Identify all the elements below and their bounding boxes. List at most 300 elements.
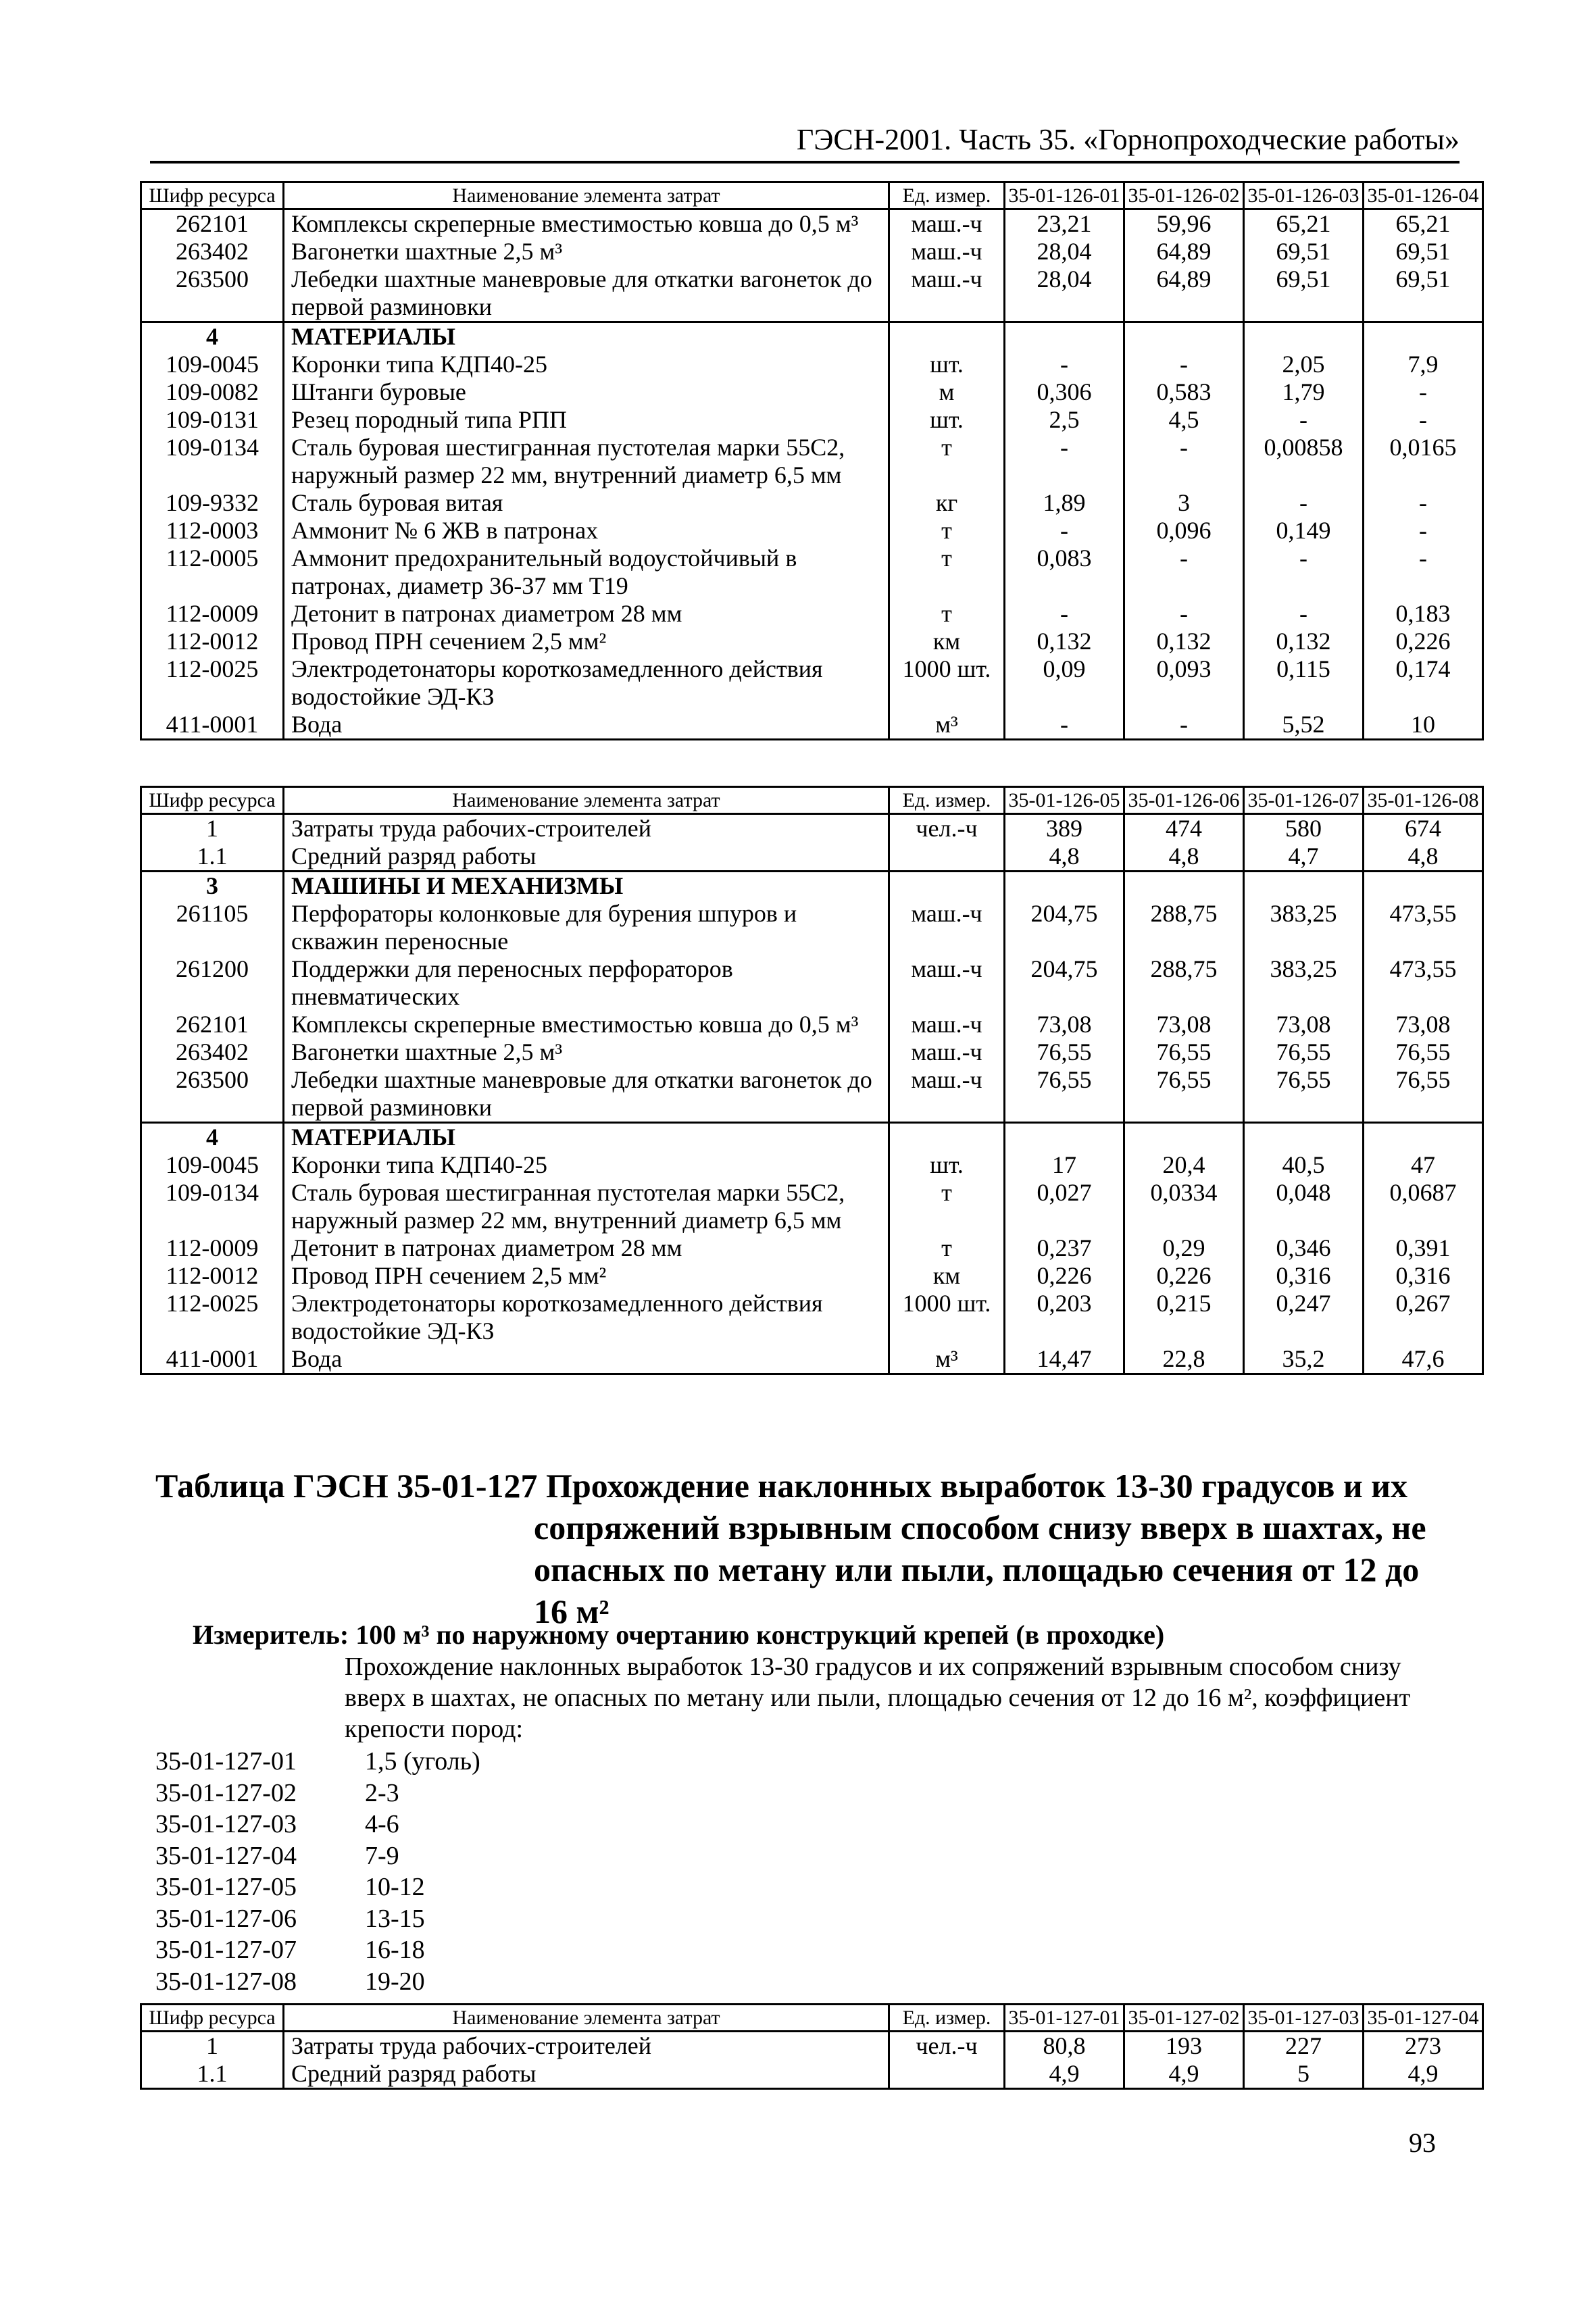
cell-value: 4,8 (1364, 842, 1483, 872)
cell-unit: маш.-ч (889, 900, 1005, 955)
cell-name: Поддержки для переносных перфораторов пневматических (284, 955, 889, 1011)
variant-item (155, 1871, 480, 1903)
cell-value: 73,08 (1244, 1011, 1364, 1038)
cell-value: 273 (1364, 2032, 1483, 2061)
cell-name: Сталь буровая шестигранная пустотелая марки 55С2, наружный размер 22 мм, внутренний диаметр 6,5 мм (284, 434, 889, 489)
header-col-2: 35-01-126-06 (1124, 787, 1244, 814)
cell-code: 1.1 (141, 842, 284, 872)
cell-value: 0,096 (1124, 517, 1244, 545)
cell-value: - (1364, 517, 1483, 545)
cell-value: - (1005, 600, 1124, 628)
cell-value: 76,55 (1005, 1066, 1124, 1123)
cell-code: 109-0134 (141, 1179, 284, 1234)
resource-table-127-01-04 (140, 2003, 1484, 2090)
cell-value: 4,9 (1364, 2060, 1483, 2089)
cell-unit: т (889, 517, 1005, 545)
cell-name: Лебедки шахтные маневровые для откатки вагонеток до первой разминовки (284, 266, 889, 322)
cell-value: 0,174 (1364, 655, 1483, 711)
cell-value: 0,093 (1124, 655, 1244, 711)
cell-value: 288,75 (1124, 955, 1244, 1011)
cell-name: Аммонит предохранительный водоустойчивый в патронах, диаметр 36-37 мм Т19 (284, 545, 889, 600)
variant-list (155, 1746, 480, 1997)
cell-unit: т (889, 434, 1005, 489)
cell-value: 204,75 (1005, 955, 1124, 1011)
cell-value: 76,55 (1244, 1066, 1364, 1123)
table-row (141, 2032, 1483, 2061)
cell-value: 383,25 (1244, 900, 1364, 955)
cell-code: 411-0001 (141, 1345, 284, 1374)
cell-value: 65,21 (1244, 209, 1364, 238)
table-row (141, 1011, 1483, 1038)
cell-value: 40,5 (1244, 1151, 1364, 1179)
table-title-127 (155, 1465, 1439, 1632)
variant-code: 35-01-127-07 (155, 1936, 297, 1964)
cell-name: Средний разряд работы (284, 2060, 889, 2089)
cell-unit (889, 2060, 1005, 2089)
resource-table-126-01-04 (140, 181, 1484, 740)
cell-value: 5,52 (1244, 711, 1364, 740)
cell-unit: 1000 шт. (889, 1290, 1005, 1345)
cell-code: 263402 (141, 238, 284, 266)
table-row (141, 872, 1483, 901)
header-code: Шифр ресурса (141, 2005, 284, 2032)
cell-value: 4,8 (1124, 842, 1244, 872)
cell-unit: маш.-ч (889, 955, 1005, 1011)
cell-value: 0,149 (1244, 517, 1364, 545)
header-col-2: 35-01-126-02 (1124, 182, 1244, 209)
header-unit: Ед. измер. (889, 787, 1005, 814)
cell-unit: маш.-ч (889, 238, 1005, 266)
cell-value: 69,51 (1364, 266, 1483, 322)
cell-value: 80,8 (1005, 2032, 1124, 2061)
header-name: Наименование элемента затрат (284, 787, 889, 814)
cell-unit: м³ (889, 711, 1005, 740)
cell-value: 76,55 (1124, 1066, 1244, 1123)
cell-value: 1,89 (1005, 489, 1124, 517)
variant-item (155, 1934, 480, 1966)
cell-value: 0,027 (1005, 1179, 1124, 1234)
cell-unit: т (889, 600, 1005, 628)
variant-item (155, 1778, 480, 1809)
cell-unit: км (889, 1262, 1005, 1290)
cell-value: 0,226 (1124, 1262, 1244, 1290)
header-name: Наименование элемента затрат (284, 182, 889, 209)
table-row (141, 1151, 1483, 1179)
cell-value: 204,75 (1005, 900, 1124, 955)
table-row (141, 266, 1483, 322)
cell-value: 76,55 (1364, 1066, 1483, 1123)
table-row (141, 351, 1483, 378)
cell-value: 7,9 (1364, 351, 1483, 378)
cell-value: 1,79 (1244, 378, 1364, 406)
cell-value: 4,9 (1005, 2060, 1124, 2089)
cell-value: 20,4 (1124, 1151, 1244, 1179)
header-unit: Ед. измер. (889, 182, 1005, 209)
cell-value: 59,96 (1124, 209, 1244, 238)
table-row (141, 600, 1483, 628)
cell-value: 0,0687 (1364, 1179, 1483, 1234)
cell-value: 35,2 (1244, 1345, 1364, 1374)
variant-code: 35-01-127-06 (155, 1904, 297, 1933)
cell-value: 73,08 (1124, 1011, 1244, 1038)
table-row (141, 238, 1483, 266)
cell-value: 0,048 (1244, 1179, 1364, 1234)
cell-value: 389 (1005, 814, 1124, 843)
cell-value: - (1244, 489, 1364, 517)
cell-value: 0,115 (1244, 655, 1364, 711)
table-row (141, 711, 1483, 740)
variant-item (155, 1746, 480, 1778)
cell-code: 109-0045 (141, 1151, 284, 1179)
table-row (141, 1262, 1483, 1290)
cell-value: 474 (1124, 814, 1244, 843)
cell-name: Перфораторы колонковые для бурения шпуров и скважин переносные (284, 900, 889, 955)
cell-value (1124, 322, 1244, 351)
table-row (141, 209, 1483, 238)
cell-code: 1.1 (141, 2060, 284, 2089)
cell-name: Средний разряд работы (284, 842, 889, 872)
cell-value (1005, 872, 1124, 901)
cell-value: 0,0165 (1364, 434, 1483, 489)
cell-unit: т (889, 545, 1005, 600)
cell-unit: маш.-ч (889, 1011, 1005, 1038)
cell-value: 0,00858 (1244, 434, 1364, 489)
cell-value: 0,083 (1005, 545, 1124, 600)
cell-code: 112-0005 (141, 545, 284, 600)
table-header-row (141, 2005, 1483, 2032)
table-title-continuation: сопряжений взрывным способом снизу вверх в шахтах, не опасных по метану или пыли, площадью сечения от 12 до 16 м² (534, 1509, 1426, 1630)
cell-name: Комплексы скреперные вместимостью ковша до 0,5 м³ (284, 1011, 889, 1038)
cell-value (1244, 322, 1364, 351)
table-header-row (141, 182, 1483, 209)
cell-unit: шт. (889, 351, 1005, 378)
cell-value: 69,51 (1244, 238, 1364, 266)
table-row (141, 1066, 1483, 1123)
cell-code: 261105 (141, 900, 284, 955)
cell-unit: км (889, 628, 1005, 655)
variant-code: 35-01-127-02 (155, 1778, 297, 1807)
header-col-4: 35-01-126-04 (1364, 182, 1483, 209)
cell-value: - (1364, 406, 1483, 434)
cell-code: 4 (141, 322, 284, 351)
cell-unit: шт. (889, 1151, 1005, 1179)
cell-value: 4,7 (1244, 842, 1364, 872)
cell-value (1124, 1123, 1244, 1152)
cell-code: 1 (141, 814, 284, 843)
cell-name: Вагонетки шахтные 2,5 м³ (284, 1038, 889, 1066)
variant-code: 35-01-127-01 (155, 1747, 297, 1776)
cell-value: - (1005, 711, 1124, 740)
cell-name: МАШИНЫ И МЕХАНИЗМЫ (284, 872, 889, 901)
variant-value: 1,5 (уголь) (365, 1747, 480, 1776)
table-row (141, 842, 1483, 872)
cell-unit: т (889, 1179, 1005, 1234)
header-col-1: 35-01-127-01 (1005, 2005, 1124, 2032)
cell-code: 1 (141, 2032, 284, 2061)
table-title-lead: Таблица ГЭСН 35-01-127 Прохождение наклонных выработок 13-30 градусов и их (155, 1467, 1407, 1505)
table-row (141, 545, 1483, 600)
header-col-4: 35-01-126-08 (1364, 787, 1483, 814)
table-row (141, 1345, 1483, 1374)
cell-name: Лебедки шахтные маневровые для откатки вагонеток до первой разминовки (284, 1066, 889, 1123)
variant-item (155, 1809, 480, 1840)
table-row (141, 1038, 1483, 1066)
table-row (141, 1290, 1483, 1345)
cell-value: 73,08 (1005, 1011, 1124, 1038)
header-col-3: 35-01-126-03 (1244, 182, 1364, 209)
cell-code: 112-0009 (141, 1234, 284, 1262)
cell-value: 0,346 (1244, 1234, 1364, 1262)
cell-unit: чел.-ч (889, 814, 1005, 843)
cell-unit: кг (889, 489, 1005, 517)
cell-value: 5 (1244, 2060, 1364, 2089)
cell-value: 64,89 (1124, 266, 1244, 322)
table-row (141, 1179, 1483, 1234)
cell-code: 112-0012 (141, 628, 284, 655)
cell-value: 10 (1364, 711, 1483, 740)
cell-value: 4,8 (1005, 842, 1124, 872)
cell-name: Затраты труда рабочих-строителей (284, 2032, 889, 2061)
cell-code: 112-0025 (141, 1290, 284, 1345)
cell-value: 76,55 (1244, 1038, 1364, 1066)
cell-value: - (1244, 600, 1364, 628)
cell-code: 109-0131 (141, 406, 284, 434)
variant-value: 4-6 (365, 1810, 399, 1838)
cell-value (1364, 872, 1483, 901)
cell-code: 3 (141, 872, 284, 901)
header-code: Шифр ресурса (141, 182, 284, 209)
table-row (141, 406, 1483, 434)
cell-code: 109-9332 (141, 489, 284, 517)
variant-value: 2-3 (365, 1778, 399, 1807)
table-row (141, 434, 1483, 489)
cell-value: 0,226 (1005, 1262, 1124, 1290)
cell-code: 109-0134 (141, 434, 284, 489)
cell-name: Коронки типа КДП40-25 (284, 351, 889, 378)
variant-item (155, 1903, 480, 1935)
table-row (141, 2060, 1483, 2089)
cell-value: 73,08 (1364, 1011, 1483, 1038)
cell-name: Штанги буровые (284, 378, 889, 406)
cell-value: 76,55 (1364, 1038, 1483, 1066)
cell-value: - (1005, 351, 1124, 378)
cell-name: Вода (284, 711, 889, 740)
cell-value: 28,04 (1005, 266, 1124, 322)
cell-name: МАТЕРИАЛЫ (284, 322, 889, 351)
variant-value: 16-18 (365, 1936, 425, 1964)
cell-value (1005, 1123, 1124, 1152)
cell-value: 0,215 (1124, 1290, 1244, 1345)
cell-name: МАТЕРИАЛЫ (284, 1123, 889, 1152)
cell-code: 262101 (141, 209, 284, 238)
variant-value: 19-20 (365, 1967, 425, 1996)
table-row (141, 900, 1483, 955)
cell-unit: 1000 шт. (889, 655, 1005, 711)
cell-code: 263402 (141, 1038, 284, 1066)
header-col-3: 35-01-126-07 (1244, 787, 1364, 814)
cell-unit (889, 872, 1005, 901)
cell-unit: маш.-ч (889, 1066, 1005, 1123)
cell-name: Сталь буровая шестигранная пустотелая марки 55С2, наружный размер 22 мм, внутренний диаметр 6,5 мм (284, 1179, 889, 1234)
cell-value: 0,132 (1005, 628, 1124, 655)
cell-value: 3 (1124, 489, 1244, 517)
variant-value: 10-12 (365, 1873, 425, 1901)
variant-value: 13-15 (365, 1904, 425, 1933)
cell-name: Резец породный типа РПП (284, 406, 889, 434)
cell-value: 76,55 (1124, 1038, 1244, 1066)
cell-value: 76,55 (1005, 1038, 1124, 1066)
table-row (141, 655, 1483, 711)
cell-value: 28,04 (1005, 238, 1124, 266)
cell-value: 0,203 (1005, 1290, 1124, 1345)
cell-value: 2,05 (1244, 351, 1364, 378)
table-row (141, 489, 1483, 517)
cell-name: Электродетонаторы короткозамедленного действия водостойкие ЭД-КЗ (284, 655, 889, 711)
cell-code: 4 (141, 1123, 284, 1152)
variant-code: 35-01-127-05 (155, 1873, 297, 1901)
cell-value: 2,5 (1005, 406, 1124, 434)
table-row (141, 1234, 1483, 1262)
cell-unit: чел.-ч (889, 2032, 1005, 2061)
header-col-1: 35-01-126-05 (1005, 787, 1124, 814)
variant-value: 7-9 (365, 1841, 399, 1870)
cell-unit: м³ (889, 1345, 1005, 1374)
cell-name: Детонит в патронах диаметром 28 мм (284, 1234, 889, 1262)
cell-name: Сталь буровая витая (284, 489, 889, 517)
cell-value: 227 (1244, 2032, 1364, 2061)
cell-unit: маш.-ч (889, 1038, 1005, 1066)
cell-value: 580 (1244, 814, 1364, 843)
header-unit: Ед. измер. (889, 2005, 1005, 2032)
cell-value: 0,306 (1005, 378, 1124, 406)
cell-value: 64,89 (1124, 238, 1244, 266)
cell-value: 0,09 (1005, 655, 1124, 711)
cell-unit: т (889, 1234, 1005, 1262)
cell-value: 473,55 (1364, 955, 1483, 1011)
cell-value: 674 (1364, 814, 1483, 843)
header-col-2: 35-01-127-02 (1124, 2005, 1244, 2032)
cell-value (1244, 1123, 1364, 1152)
variant-code: 35-01-127-03 (155, 1810, 297, 1838)
page-number: 93 (1409, 2128, 1436, 2158)
cell-value: 193 (1124, 2032, 1244, 2061)
cell-unit: маш.-ч (889, 266, 1005, 322)
cell-value: 0,0334 (1124, 1179, 1244, 1234)
cell-value: 0,267 (1364, 1290, 1483, 1345)
cell-value: 69,51 (1244, 266, 1364, 322)
variant-item (155, 1966, 480, 1998)
header-col-3: 35-01-127-03 (1244, 2005, 1364, 2032)
cell-value: - (1364, 545, 1483, 600)
cell-value: 17 (1005, 1151, 1124, 1179)
cell-value: 47,6 (1364, 1345, 1483, 1374)
running-header: ГЭСН-2001. Часть 35. «Горнопроходческие работы» (150, 123, 1460, 164)
cell-name: Затраты труда рабочих-строителей (284, 814, 889, 843)
cell-value: 0,226 (1364, 628, 1483, 655)
cell-value: 0,132 (1244, 628, 1364, 655)
cell-code: 109-0045 (141, 351, 284, 378)
cell-value: - (1124, 434, 1244, 489)
cell-name: Электродетонаторы короткозамедленного действия водостойкие ЭД-КЗ (284, 1290, 889, 1345)
table-row (141, 1123, 1483, 1152)
cell-value: 0,247 (1244, 1290, 1364, 1345)
table-row (141, 517, 1483, 545)
cell-value (1005, 322, 1124, 351)
header-code: Шифр ресурса (141, 787, 284, 814)
cell-value: - (1005, 434, 1124, 489)
header-col-1: 35-01-126-01 (1005, 182, 1124, 209)
cell-value: 22,8 (1124, 1345, 1244, 1374)
resource-table-126-05-08 (140, 786, 1484, 1375)
header-col-4: 35-01-127-04 (1364, 2005, 1483, 2032)
header-name: Наименование элемента затрат (284, 2005, 889, 2032)
measurement-unit: Измеритель: 100 м³ по наружному очертанию конструкций крепей (в проходке) (193, 1619, 1165, 1650)
cell-value: 14,47 (1005, 1345, 1124, 1374)
cell-value: 4,5 (1124, 406, 1244, 434)
table-header-row (141, 787, 1483, 814)
cell-value: 383,25 (1244, 955, 1364, 1011)
cell-code: 112-0009 (141, 600, 284, 628)
cell-value: 69,51 (1364, 238, 1483, 266)
cell-value: 473,55 (1364, 900, 1483, 955)
cell-unit (889, 1123, 1005, 1152)
cell-value: 0,183 (1364, 600, 1483, 628)
cell-value (1364, 322, 1483, 351)
variant-item (155, 1840, 480, 1872)
table-row (141, 322, 1483, 351)
table-row (141, 814, 1483, 843)
cell-value: - (1124, 351, 1244, 378)
cell-value: 4,9 (1124, 2060, 1244, 2089)
cell-value (1364, 1123, 1483, 1152)
cell-unit: шт. (889, 406, 1005, 434)
cell-value: 0,29 (1124, 1234, 1244, 1262)
cell-name: Вагонетки шахтные 2,5 м³ (284, 238, 889, 266)
cell-value: - (1124, 711, 1244, 740)
cell-code: 263500 (141, 1066, 284, 1123)
cell-value: - (1124, 545, 1244, 600)
table-row (141, 378, 1483, 406)
cell-value: - (1364, 378, 1483, 406)
cell-value: - (1244, 545, 1364, 600)
cell-value: 0,316 (1244, 1262, 1364, 1290)
cell-value (1124, 872, 1244, 901)
cell-value: - (1364, 489, 1483, 517)
cell-unit (889, 322, 1005, 351)
cell-unit: маш.-ч (889, 209, 1005, 238)
cell-code: 411-0001 (141, 711, 284, 740)
variant-code: 35-01-127-08 (155, 1967, 297, 1996)
cell-value (1244, 872, 1364, 901)
table-row (141, 628, 1483, 655)
cell-code: 261200 (141, 955, 284, 1011)
cell-value: 0,237 (1005, 1234, 1124, 1262)
cell-value: 0,583 (1124, 378, 1244, 406)
cell-value: 288,75 (1124, 900, 1244, 955)
table-row (141, 955, 1483, 1011)
cell-value: - (1005, 517, 1124, 545)
cell-value: 0,132 (1124, 628, 1244, 655)
cell-unit (889, 842, 1005, 872)
cell-value: 0,391 (1364, 1234, 1483, 1262)
cell-code: 109-0082 (141, 378, 284, 406)
work-description: Прохождение наклонных выработок 13-30 градусов и их сопряжений взрывным способом снизу вверх в шахтах, не опасных по метану или пыли, площадью сечения от 12 до 16 м², коэффициент крепости пород: (345, 1653, 1411, 1743)
cell-unit: м (889, 378, 1005, 406)
cell-name: Провод ПРН сечением 2,5 мм² (284, 628, 889, 655)
cell-value: - (1124, 600, 1244, 628)
cell-value: 65,21 (1364, 209, 1483, 238)
cell-code: 112-0003 (141, 517, 284, 545)
